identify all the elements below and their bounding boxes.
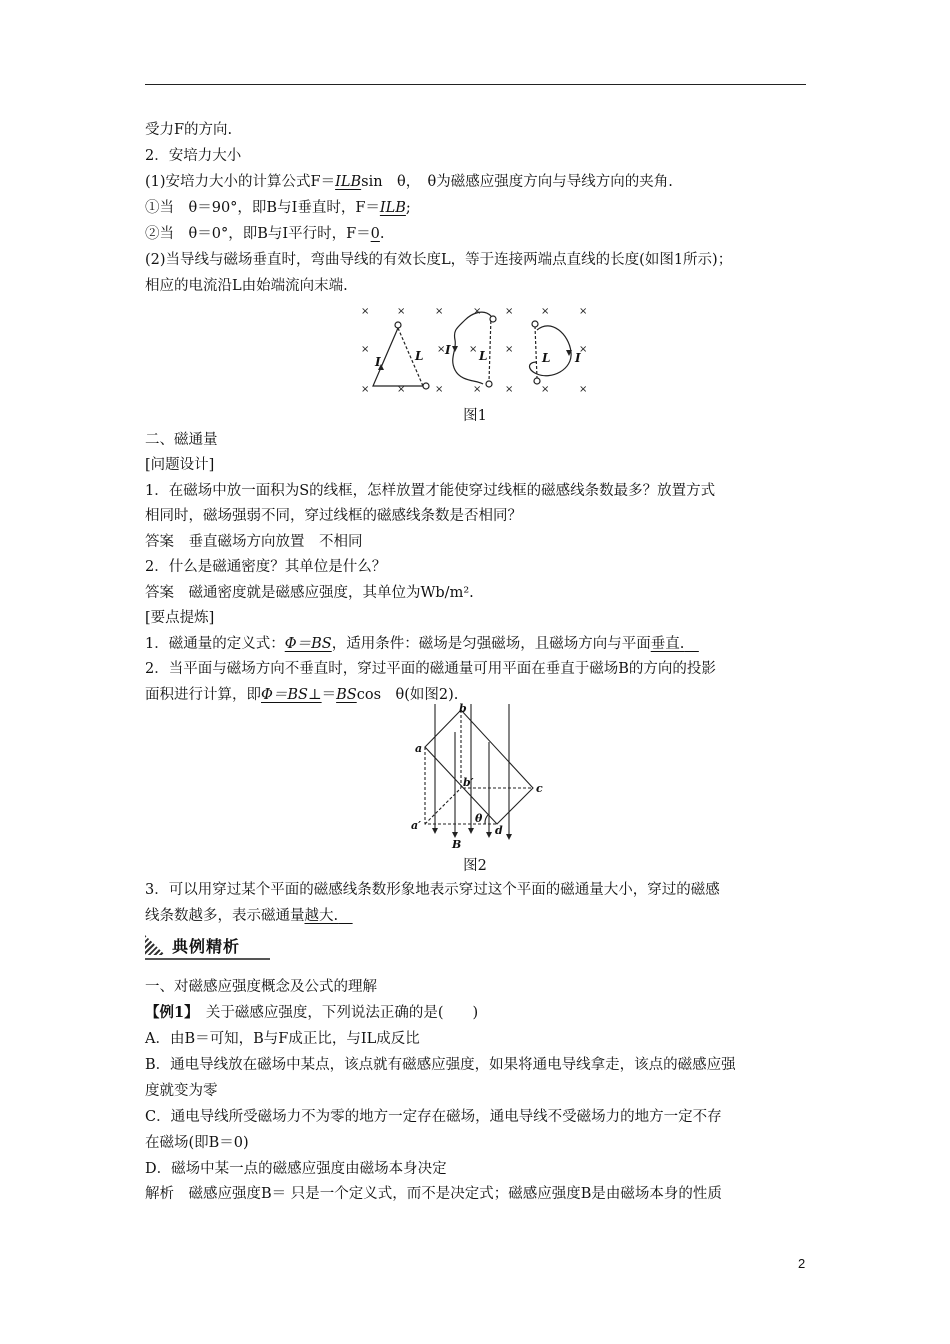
case-perpendicular: ①当 θ＝90°，即B与I垂直时，F＝ILB; [145, 200, 411, 216]
field-cross: × [579, 384, 588, 395]
field-label-b: B [452, 838, 462, 850]
answer-1: 答案 垂直磁场方向放置 不相同 [145, 534, 363, 550]
vertex-label-a: a [415, 742, 423, 755]
question-1: 1．在磁场中放一面积为S的线框，怎样放置才能使穿过线框的磁感线条数最多？放置方式 [145, 483, 716, 499]
figure-1-diagram [355, 300, 600, 400]
figure-2-diagram [405, 702, 555, 850]
field-cross: × [505, 344, 514, 355]
formula-line: (1)安培力大小的计算公式F＝ILBsin θ， θ为磁感应强度方向与导线方向的夹角. [145, 174, 673, 190]
point-3-cont: 线条数越多，表示磁通量越大. [145, 908, 339, 924]
section-heading-magnetic-flux: 二、磁通量 [145, 432, 218, 448]
vertex-label-d: d [495, 824, 503, 837]
field-cross: × [505, 384, 514, 395]
answer-2: 答案 磁通密度就是磁感应强度，其单位为Wb/m². [145, 585, 474, 601]
option-a: A．由B＝可知，B与F成正比，与IL成反比 [145, 1031, 420, 1047]
option-b-cont: 度就变为零 [145, 1083, 218, 1099]
blank-answer: Φ＝BS [284, 636, 332, 652]
option-c: C．通电导线所受磁场力不为零的地方一定存在磁场，通电导线不受磁场力的地方一定不存 [145, 1109, 722, 1125]
blank-answer: 越大. [304, 908, 339, 924]
field-cross: × [579, 344, 588, 355]
blank-answer: ILB [335, 174, 362, 190]
section-underline [145, 958, 270, 960]
field-cross: × [541, 384, 550, 395]
field-cross: × [473, 384, 482, 395]
field-cross: × [361, 306, 370, 317]
point-1: 1．磁通量的定义式：Φ＝BS，适用条件：磁场是匀强磁场，且磁场方向与平面垂直. [145, 636, 685, 652]
field-cross: × [437, 344, 446, 355]
point-2-cont: 面积进行计算，即Φ＝BS⊥＝BScos θ(如图2). [145, 687, 459, 703]
subheading-ampere-force-magnitude: 2．安培力大小 [145, 148, 242, 164]
case-parallel: ②当 θ＝0°，即B与I平行时，F＝0. [145, 226, 385, 242]
length-label: L [542, 351, 551, 365]
figure-2-caption: 图2 [463, 858, 487, 874]
blank-answer: 0 [370, 226, 380, 242]
field-cross: × [361, 384, 370, 395]
point-3: 3．可以用穿过某个平面的磁感线条数形象地表示穿过这个平面的磁通量大小，穿过的磁感 [145, 882, 720, 898]
point-2: 2．当平面与磁场方向不垂直时，穿过平面的磁通量可用平面在垂直于磁场B的方向的投影 [145, 661, 716, 677]
header-rule [145, 84, 806, 85]
field-cross: × [435, 384, 444, 395]
blank-answer: BS [336, 687, 357, 703]
field-cross: × [397, 306, 406, 317]
analysis: 解析 磁感应强度B＝ 只是一个定义式，而不是决定式；磁感应强度B是由磁场本身的性质 [145, 1186, 722, 1202]
section-stripe-icon [145, 935, 165, 955]
option-c-cont: 在磁场(即B＝0) [145, 1135, 249, 1151]
figure-1-caption: 图1 [463, 408, 487, 424]
bracket-heading: [要点提炼] [145, 610, 215, 626]
section-title: 典例精析 [172, 937, 241, 956]
length-label: L [415, 349, 424, 363]
option-b: B．通电导线放在磁场中某点，该点就有磁感应强度，如果将通电导线拿走，该点的磁感应强 [145, 1057, 736, 1073]
question-2: 2．什么是磁通密度？其单位是什么？ [145, 559, 387, 575]
vertex-label-a-prime: a′ [411, 819, 422, 832]
example-1-question: 【例1】 关于磁感应强度，下列说法正确的是( ) [145, 1004, 479, 1021]
angle-label-theta: θ [475, 812, 483, 825]
field-cross: × [541, 306, 550, 317]
text-line: 相应的电流沿L由始端流向末端. [145, 278, 348, 294]
field-cross: × [473, 306, 482, 317]
question-1-cont: 相同时，磁场强弱不同，穿过线框的磁感线条数是否相同？ [145, 508, 522, 524]
text-line: 受力F的方向. [145, 122, 233, 138]
blank-answer: 垂直. [650, 636, 685, 652]
subsection-heading: 一、对磁感应强度概念及公式的理解 [145, 979, 377, 995]
page-number: 2 [798, 1256, 806, 1271]
field-cross: × [505, 306, 514, 317]
section-header-examples [145, 932, 275, 960]
vertex-label-c: c [536, 782, 543, 795]
field-cross: × [435, 306, 444, 317]
field-cross: × [361, 344, 370, 355]
current-label: I [575, 351, 581, 365]
field-cross: × [469, 344, 478, 355]
field-cross: × [579, 306, 588, 317]
current-label: I [445, 343, 451, 357]
vertex-label-b-prime: b′ [463, 776, 474, 789]
vertex-label-b: b [459, 702, 467, 715]
bracket-heading: [问题设计] [145, 457, 215, 473]
current-label: I [375, 355, 381, 369]
example-label: 【例1】 [145, 1004, 192, 1021]
option-d: D．磁场中某一点的磁感应强度由磁场本身决定 [145, 1161, 447, 1177]
text-line: (2)当导线与磁场垂直时，弯曲导线的有效长度L，等于连接两端点直线的长度(如图1所示)； [145, 252, 733, 268]
blank-answer: ILB [379, 200, 406, 216]
blank-answer: Φ＝BS⊥ [261, 687, 322, 703]
length-label: L [479, 349, 488, 363]
field-cross: × [397, 384, 406, 395]
